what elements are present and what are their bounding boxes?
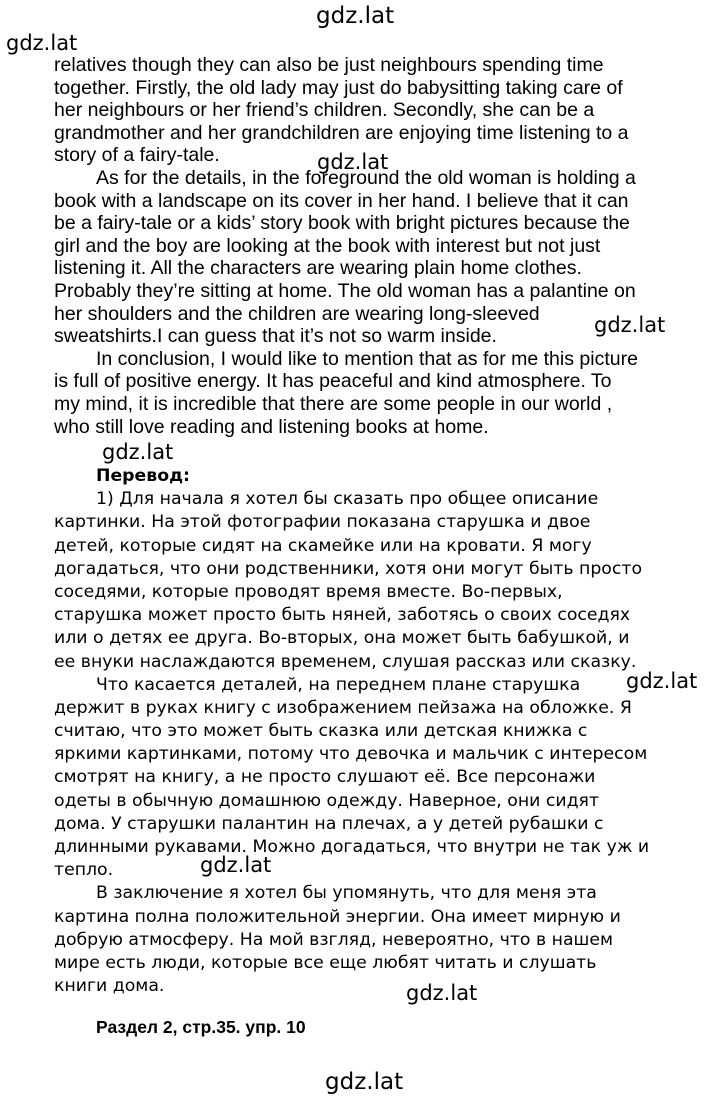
text-line: В заключение я хотел бы упомянуть, что для меня эта (96, 883, 597, 904)
text-line: Probably they’re sitting at home. The old woman has a palantine on (54, 279, 636, 302)
text-line: старушка может просто быть няней, заботясь о своих соседях (54, 605, 631, 626)
text-line: be a fairy-tale or a kids’ story book with bright pictures because the (54, 212, 630, 235)
text-line: ее внуки наслаждаются временем, слушая рассказ или сказку. (54, 651, 637, 672)
text-line: her shoulders and the children are wearing long-sleeved (54, 302, 540, 325)
watermark: gdz.lat (102, 440, 174, 464)
text-line: together. Firstly, the old lady may just do babysitting taking care of (54, 76, 623, 99)
watermark: gdz.lat (406, 981, 478, 1005)
english-text-block (54, 54, 638, 438)
text-line: добрую атмосферу. На мой взгляд, невероятно, что в нашем (54, 929, 614, 950)
text-line: дома. У старушки палантин на плечах, а у детей рубашки с (54, 813, 604, 834)
text-line: relatives though they can also be just neighbours spending time (54, 54, 604, 76)
text-line: grandmother and her grandchildren are enjoying time listening to a (54, 121, 629, 144)
text-line: соседями, которые проводят время вместе. Во-первых, (54, 581, 563, 602)
text-line: book with a landscape on its cover in her hand. I believe that it can (54, 189, 629, 212)
text-line: догадаться, что они родственники, хотя они могут быть просто (54, 558, 643, 579)
russian-text-block (54, 465, 649, 998)
text-line: sweatshirts.I can guess that it’s not so warm inside. (54, 325, 497, 348)
text-line: одеты в обычную домашнюю одежду. Наверное, они сидят (54, 790, 600, 811)
text-line: картина полна положительной энергии. Она имеет мирную и (54, 906, 621, 927)
text-line: мире есть люди, которые все еще любят читать и слушать (54, 952, 597, 973)
text-line: girl and the boy are looking at the book with interest but not just (54, 234, 601, 257)
text-line: listening it. All the characters are wearing plain home clothes. (54, 257, 582, 280)
text-line: считаю, что это может быть сказка или детская книжка с (54, 721, 588, 742)
text-line: is full of positive energy. It has peaceful and kind atmosphere. To (54, 370, 612, 393)
text-line: держит в руках книгу с изображением пейзажа на обложке. Я (54, 697, 632, 718)
watermark: gdz.lat (6, 31, 78, 55)
text-line: Что касается деталей, на переднем плане старушка (96, 674, 581, 695)
text-line: смотрят на книгу, а не просто слушают её. Все персонажи (54, 767, 596, 788)
text-line: тепло. (54, 860, 114, 881)
watermark: gdz.lat (317, 150, 389, 174)
watermark: gdz.lat (200, 853, 272, 877)
text-line: картинки. На этой фотографии показана старушка и двое (54, 512, 591, 533)
text-line: story of a fairy-tale. (54, 144, 220, 167)
text-line: яркими картинками, потому что девочка и мальчик с интересом (54, 744, 648, 765)
text-line: In conclusion, I would like to mention that as for me this picture (96, 347, 638, 370)
translation-heading: Перевод: (96, 466, 190, 486)
text-line: длинными рукавами. Можно догадаться, что внутри не так уж и (54, 837, 650, 857)
watermark: gdz.lat (316, 3, 395, 29)
text-line: книги дома. (54, 976, 165, 997)
text-line: As for the details, in the foreground the old woman is holding a (96, 166, 636, 189)
text-line: who still love reading and listening books at home. (54, 415, 489, 438)
text-line: my mind, it is incredible that there are some people in our world , (54, 392, 613, 415)
text-line: 1) Для начала я хотел бы сказать про общее описание (96, 489, 599, 510)
text-line: детей, которые сидят на скамейке или на кровати. Я могу (54, 535, 592, 556)
watermark: gdz.lat (325, 1069, 404, 1095)
watermark: gdz.lat (626, 669, 698, 693)
watermark: gdz.lat (594, 313, 666, 337)
text-line: her neighbours or her friend’s children. Secondly, she can be a (54, 99, 595, 122)
text-line: или о детях ее друга. Во-вторых, она может быть бабушкой, и (54, 628, 630, 649)
section-heading: Раздел 2, стр.35. упр. 10 (96, 1017, 306, 1037)
